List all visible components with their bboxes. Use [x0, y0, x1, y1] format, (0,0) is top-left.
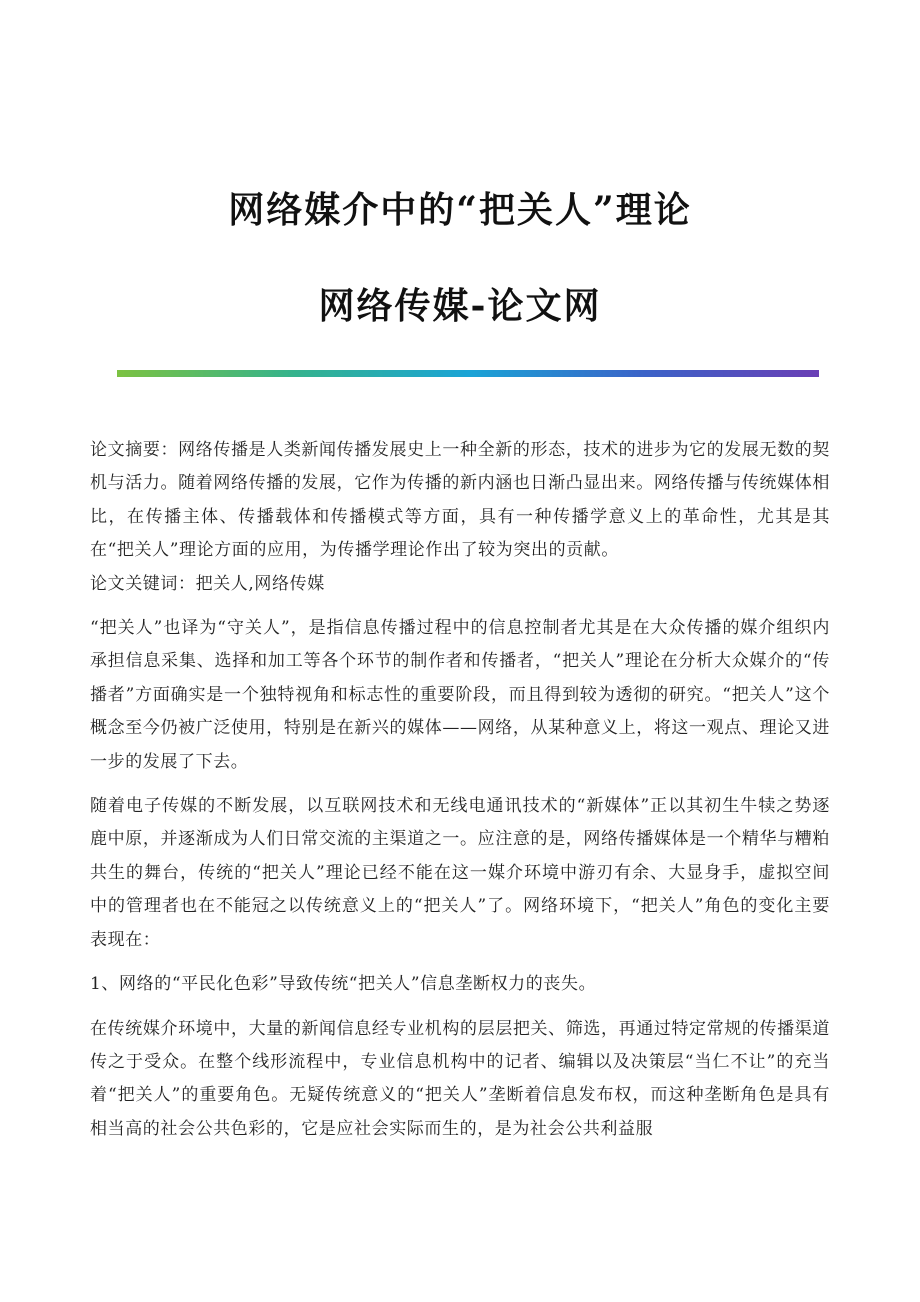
document-title: 网络媒介中的“把关人”理论	[228, 189, 692, 231]
document-subtitle: 网络传媒-论文网	[318, 285, 602, 327]
body-paragraph-1: “把关人”也译为“守关人”，是指信息传播过程中的信息控制者尤其是在大众传播的媒介组织内承担信息采集、选择和加工等各个环节的制作者和传播者，“把关人”理论在分析大众媒介的“传播者”方面确实是一个独特视角和标志性的重要阶段，而且得到较为透彻的研究。“把关人”这个概念至今仍被广泛使用，特别是在新兴的媒体——网络，从某种意义上，将这一观点、理论又进一步的发展了下去。	[90, 618, 830, 772]
abstract-paragraph: 论文摘要：网络传播是人类新闻传播发展史上一种全新的形态，技术的进步为它的发展无数的契机与活力。随着网络传播的发展，它作为传播的新内涵也日渐凸显出来。网络传播与传统媒体相比，在传播主体、传播载体和传播模式等方面，具有一种传播学意义上的革命性，尤其是其在“把关人”理论方面的应用，为传播学理论作出了较为突出的贡献。	[90, 440, 830, 561]
body-paragraph-3: 在传统媒介环境中，大量的新闻信息经专业机构的层层把关、筛选，再通过特定常规的传播渠道传之于受众。在整个线形流程中，专业信息机构中的记者、编辑以及决策层“当仁不让”的充当着“把关人”的重要角色。无疑传统意义的“把关人”垄断着信息发布权，而这种垄断角色是具有相当高的社会公共色彩的，它是应社会实际而生的，是为社会公共利益服	[90, 1018, 830, 1139]
document-body	[90, 434, 830, 1146]
title-divider	[117, 370, 819, 377]
section-heading-1: 1、网络的“平民化色彩”导致传统“把关人”信息垄断权力的丧失。	[90, 974, 597, 995]
body-paragraph-2: 随着电子传媒的不断发展，以互联网技术和无线电通讯技术的“新媒体”正以其初生牛犊之势逐鹿中原，并逐渐成为人们日常交流的主渠道之一。应注意的是，网络传播媒体是一个精华与糟粕共生的舞台，传统的“把关人”理论已经不能在这一媒介环境中游刃有余、大显身手，虚拟空间中的管理者也在不能冠之以传统意义上的“把关人”了。网络环境下，“把关人”角色的变化主要表现在：	[90, 796, 830, 950]
keywords-line: 论文关键词：把关人,网络传媒	[90, 573, 325, 594]
